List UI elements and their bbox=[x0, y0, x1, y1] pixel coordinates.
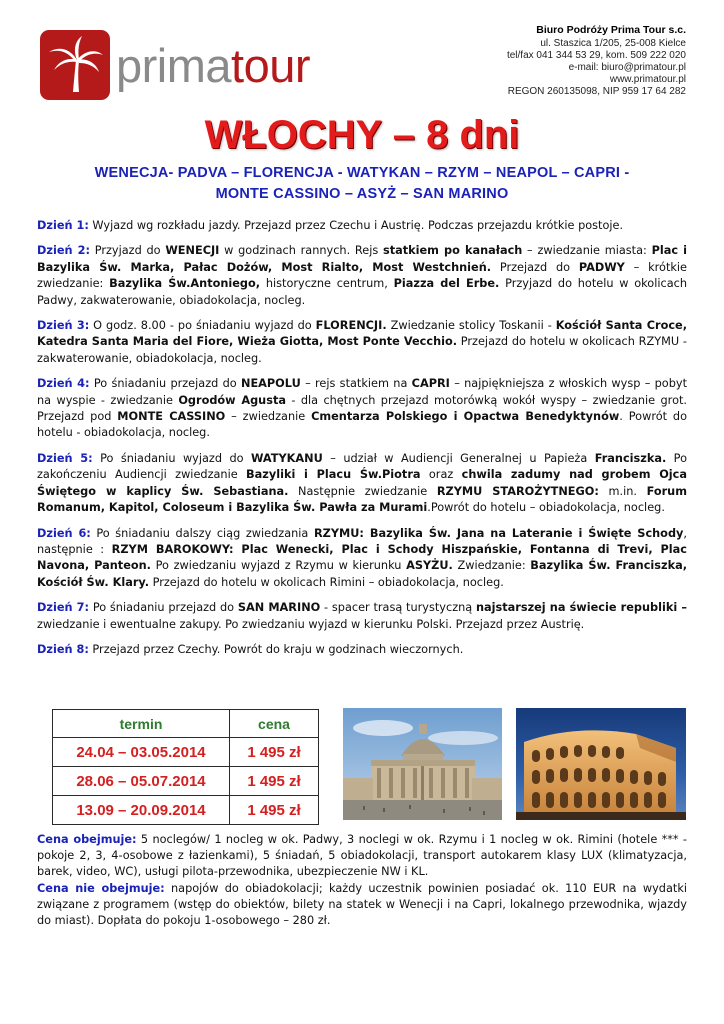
day-text: Zwiedzanie: bbox=[452, 559, 531, 573]
agency-email[interactable]: e-mail: biuro@primatour.pl bbox=[568, 62, 686, 73]
day-highlight: NEAPOLU bbox=[240, 377, 301, 391]
day-highlight: FLORENCJI. bbox=[315, 319, 387, 333]
day-text: Po śniadaniu wyjazd do bbox=[92, 451, 251, 465]
itinerary-day bbox=[37, 642, 687, 658]
price-included bbox=[37, 832, 687, 881]
excluded-label: Cena nie obejmuje: bbox=[37, 881, 165, 895]
price-cell: 1 495 zł bbox=[230, 796, 319, 825]
day-highlight: RZYM BAROKOWY: Plac Wenecki, Plac i Schody Hiszpańskie, Fontanna di Trevi, Plac Navona, Panteon. bbox=[37, 542, 687, 573]
term-cell: 24.04 – 03.05.2014 bbox=[53, 738, 230, 767]
route-line-1: WENECJA- PADVA – FLORENCJA - WATYKAN – RZYM – NEAPOL – CAPRI - bbox=[94, 165, 630, 181]
pricing-header-term: termin bbox=[53, 710, 230, 738]
day-text: Po zakończeniu Audiencji zwiedzanie bbox=[37, 451, 687, 482]
day-highlight: Cmentarza Polskiego i Opactwa Benedyktynów bbox=[311, 410, 620, 424]
table-row bbox=[53, 767, 319, 796]
day-highlight: ASYŻU. bbox=[406, 559, 453, 573]
day-highlight: Ogrodów Agusta bbox=[178, 393, 286, 407]
agency-address: ul. Staszica 1/205, 25-008 Kielce bbox=[540, 38, 686, 49]
day-label: Dzień 8: bbox=[37, 642, 89, 656]
day-highlight: Kościół Santa Croce, Katedra Santa Maria del Fiore, Wieża Giotta, Most Ponte Vecchio. bbox=[37, 319, 687, 349]
term-cell: 13.09 – 20.09.2014 bbox=[53, 796, 230, 825]
day-text: – zwiedzanie bbox=[225, 410, 312, 424]
page-title: WŁOCHY – 8 dni bbox=[204, 113, 520, 157]
day-highlight: WENECJI bbox=[165, 244, 220, 258]
agency-phones: tel/fax 041 344 53 29, kom. 509 222 020 bbox=[506, 50, 686, 61]
day-text: – najpiękniejsza z włoskich wysp – pobyt na wyspie - zwiedzanie bbox=[37, 377, 688, 407]
itinerary-day bbox=[37, 318, 687, 367]
day-text: w godzinach rannych. Rejs bbox=[219, 244, 383, 258]
excluded-text: napojów do obiadokolacji; każdy uczestnik powinien posiadać ok. 110 EUR na wydatki związane z programem (wstęp do obiektów, bilety na statek w Wenecji i na Capri, lokalnego przewodnika, wjazdy do miast). Dopłata do pokoju 1-osobowego – 280 zł. bbox=[37, 881, 688, 928]
day-text: , następnie : bbox=[37, 526, 687, 556]
day-text: oraz bbox=[420, 468, 462, 482]
pricing-header-price: cena bbox=[230, 710, 319, 738]
day-text: Przyjazd do hotelu w okolicach Padwy, zakwaterowanie, obiadokolacja, nocleg. bbox=[37, 277, 688, 307]
itinerary-day bbox=[37, 376, 687, 442]
company-logo bbox=[40, 30, 320, 102]
day-text: Przejazd do bbox=[491, 260, 579, 274]
day-highlight: Bazyliki i Placu Św.Piotra bbox=[246, 468, 421, 482]
price-information bbox=[37, 832, 687, 929]
day-text: – rejs statkiem na bbox=[300, 377, 412, 391]
day-text: Po śniadaniu dalszy ciąg zwiedzania bbox=[90, 526, 314, 540]
day-highlight: RZYMU STAROŻYTNEGO: bbox=[436, 484, 599, 498]
day-text: m.in. bbox=[598, 484, 647, 498]
day-label: Dzień 7: bbox=[37, 601, 90, 615]
day-label: Dzień 3: bbox=[37, 319, 90, 333]
agency-name: Biuro Podróży Prima Tour s.c. bbox=[536, 24, 686, 36]
pricing-table-header-row bbox=[53, 710, 319, 738]
day-highlight: chwila zadumy nad grobem Ojca Świętego w kaplicy Św. Sebastiana. bbox=[37, 468, 687, 498]
day-highlight: Bazylika Św. Franciszka, Kościół Św. Klary. bbox=[37, 559, 688, 589]
day-highlight: Franciszka. bbox=[594, 451, 667, 465]
itinerary-day bbox=[37, 451, 687, 517]
day-text: Po śniadaniu przejazd do bbox=[89, 601, 238, 615]
day-highlight: PADWY bbox=[578, 260, 625, 274]
logo-text-prima: prima bbox=[116, 39, 232, 92]
palm-tree-logo-icon bbox=[40, 30, 110, 100]
day-text: O godz. 8.00 - po śniadaniu wyjazd do bbox=[89, 319, 316, 333]
price-cell: 1 495 zł bbox=[230, 738, 319, 767]
agency-contact-block bbox=[507, 24, 686, 98]
day-text: - dla chętnych przejazd motorówką wokół wyspy – zwiedzanie grot. Przejazd pod bbox=[37, 393, 687, 424]
included-label: Cena obejmuje: bbox=[37, 833, 137, 846]
colosseum-illustration bbox=[516, 708, 686, 820]
day-highlight: statkiem po kanałach bbox=[382, 244, 523, 258]
day-text: Po zwiedzaniu wyjazd z Rzymu w kierunku bbox=[150, 559, 407, 573]
itinerary-day bbox=[37, 600, 687, 633]
day-text: Zwiedzanie stolicy Toskanii - bbox=[386, 319, 556, 333]
day-text: historyczne centrum, bbox=[260, 277, 394, 291]
agency-website[interactable]: www.primatour.pl bbox=[609, 74, 686, 85]
day-highlight: Piazza del Erbe. bbox=[393, 277, 500, 291]
logo-wordmark bbox=[116, 40, 310, 92]
day-text: .Powrót do hotelu – obiadokolacja, nocleg. bbox=[427, 501, 665, 515]
day-text: Po śniadaniu przejazd do bbox=[89, 377, 241, 391]
itinerary-day bbox=[37, 218, 687, 234]
day-highlight: WATYKANU bbox=[250, 451, 323, 465]
day-highlight: RZYMU: Bazylika Św. Jana na Lateranie i Święte Schody bbox=[313, 526, 684, 540]
itinerary-day bbox=[37, 526, 687, 592]
agency-registry: REGON 260135098, NIP 959 17 64 282 bbox=[507, 86, 686, 97]
colosseum-photo bbox=[516, 708, 686, 820]
day-text: Następnie zwiedzanie bbox=[288, 484, 437, 498]
included-text: 5 noclegów/ 1 nocleg w ok. Padwy, 3 noclegi w ok. Rzymu i 1 nocleg w ok. Rimini (hotele *** - pokoje 2, 3, 4-osobowe z łazienkami), 5 śniadań, 5 obiadokolacji, transport autokarem klasy LUX (klimatyzacja, barek, video, WC), usługi pilota-przewodnika, ubezpieczenie NW i KL. bbox=[37, 833, 687, 879]
day-highlight: SAN MARINO bbox=[237, 601, 321, 615]
term-cell: 28.06 – 05.07.2014 bbox=[53, 767, 230, 796]
itinerary bbox=[37, 218, 687, 667]
logo-text-tour: tour bbox=[231, 39, 311, 92]
day-text: – krótkie zwiedzanie: bbox=[37, 260, 687, 291]
day-text: Wyjazd wg rozkładu jazdy. Przejazd przez Czechu i Austrię. Podczas przejazdu krótkie postoje. bbox=[88, 219, 624, 232]
day-label: Dzień 4: bbox=[37, 377, 90, 391]
price-excluded bbox=[37, 881, 687, 930]
table-row bbox=[53, 738, 319, 767]
day-highlight: CAPRI bbox=[411, 377, 450, 391]
day-text: - spacer trasą turystyczną bbox=[320, 601, 476, 615]
day-text: – udział w Audiencji Generalnej u Papieża bbox=[322, 451, 595, 465]
day-text: – zwiedzanie miasta: bbox=[522, 244, 652, 258]
st-peters-basilica-photo bbox=[343, 708, 502, 820]
itinerary-day bbox=[37, 243, 687, 309]
price-cell: 1 495 zł bbox=[230, 767, 319, 796]
day-label: Dzień 6: bbox=[37, 526, 91, 540]
day-text: Przejazd do hotelu w okolicach Rimini – obiadokolacja, nocleg. bbox=[149, 575, 504, 589]
day-text: Przejazd przez Czechy. Powrót do kraju w godzinach wieczornych. bbox=[88, 642, 464, 656]
route-line-2: MONTE CASSINO – ASYŻ – SAN MARINO bbox=[215, 186, 509, 202]
tour-route bbox=[20, 163, 704, 205]
pricing-table bbox=[52, 709, 319, 825]
day-text: Przejazd do hotelu w okolicach RZYMU - zakwaterowanie, obiadokolacja, nocleg. bbox=[37, 335, 687, 365]
day-highlight: najstarszej na świecie republiki – bbox=[475, 601, 687, 615]
day-text: . Powrót do hotelu - obiadokolacja, nocleg. bbox=[37, 410, 688, 440]
day-text: Przyjazd do bbox=[90, 244, 166, 258]
day-label: Dzień 2: bbox=[37, 244, 90, 258]
basilica-illustration bbox=[343, 708, 502, 820]
day-highlight: Plac i Bazylika Św. Marka, Pałac Dożów, Most Rialto, Most Westchnień. bbox=[37, 244, 687, 274]
table-row bbox=[53, 796, 319, 825]
day-highlight: Forum Romanum, Kapitol, Coloseum i Bazylika Św. Pawła za Murami bbox=[37, 484, 687, 515]
day-text: zwiedzanie i ewentualne zakupy. Po zwiedzaniu wyjazd w kierunku Polski. Przejazd przez Austrię. bbox=[37, 617, 585, 631]
day-label: Dzień 1: bbox=[37, 219, 89, 232]
day-label: Dzień 5: bbox=[37, 451, 93, 465]
day-highlight: Bazylika Św.Antoniego, bbox=[109, 277, 261, 291]
day-highlight: MONTE CASSINO bbox=[117, 410, 226, 424]
